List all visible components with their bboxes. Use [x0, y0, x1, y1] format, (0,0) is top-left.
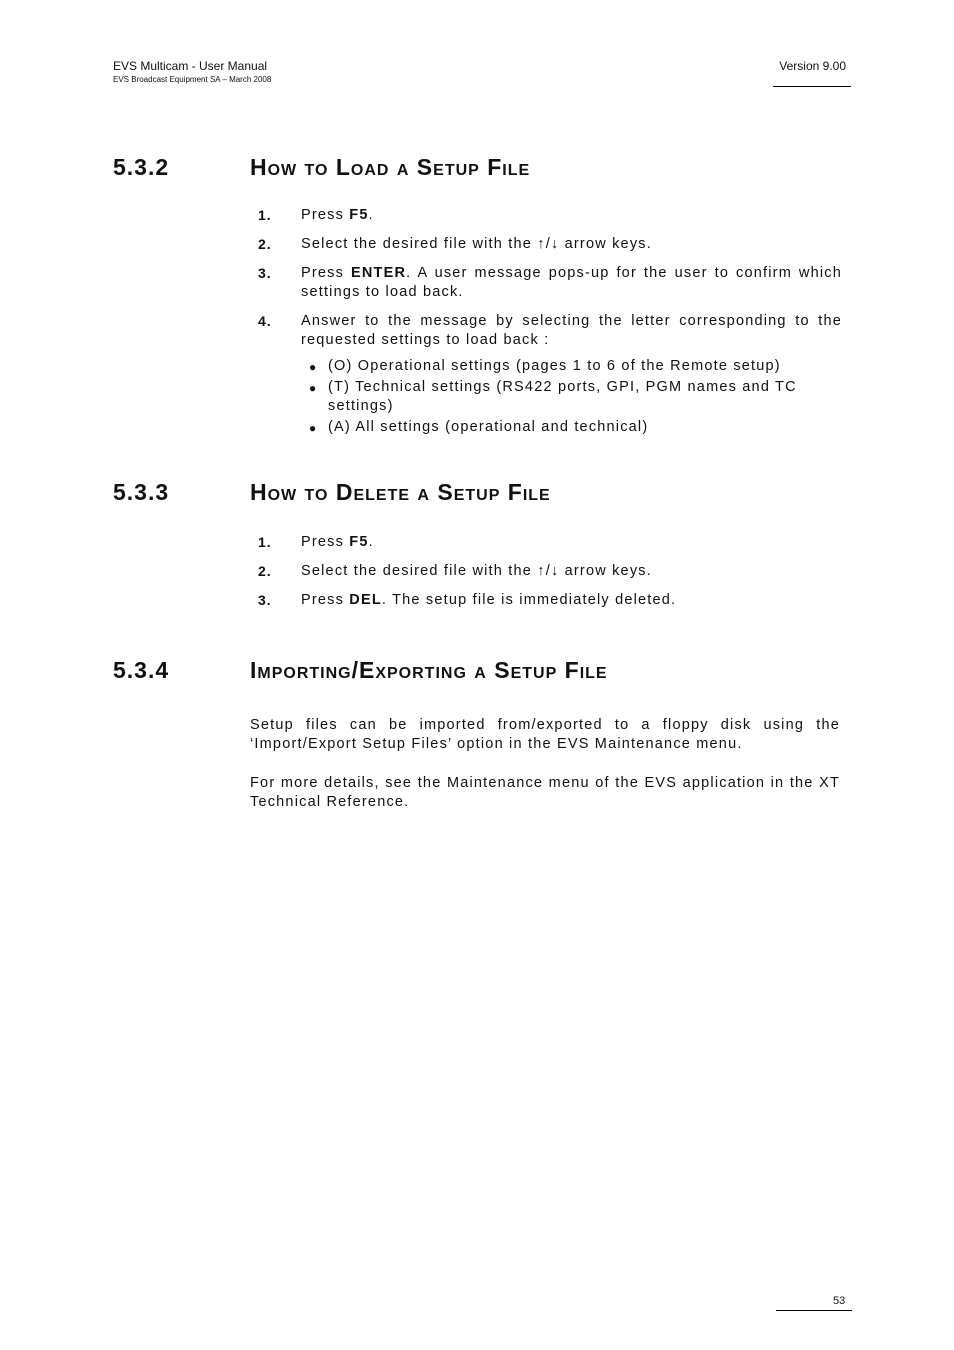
section-number-5-3-4: 5.3.4	[113, 657, 170, 683]
step-number: 3.	[258, 592, 272, 608]
step-number: 4.	[258, 313, 272, 329]
bullet-text: (A) All settings (operational and technical)	[328, 419, 649, 435]
key-label: ENTER	[351, 265, 407, 281]
bullet-icon: ●	[309, 360, 317, 374]
step-number: 1.	[258, 207, 272, 223]
step-number: 1.	[258, 534, 272, 550]
step-text: Answer to the message by selecting the letter corresponding to the requested settings to load back :	[301, 313, 842, 348]
header-rule	[773, 86, 851, 87]
step-text: Select the desired file with the ↑/↓ arrow keys.	[301, 236, 652, 252]
paragraph: Setup files can be imported from/exported to a floppy disk using the ‘Import/Export Setup Files’ option in the EVS Maintenance menu.	[250, 717, 840, 752]
section-number-5-3-3: 5.3.3	[113, 479, 170, 505]
section-title-delete: How to Delete a Setup File	[250, 479, 551, 505]
section-number-5-3-2: 5.3.2	[113, 154, 170, 180]
step-text: Press DEL. The setup file is immediately deleted.	[301, 592, 677, 608]
header-version: Version 9.00	[779, 59, 846, 73]
step-number: 2.	[258, 236, 272, 252]
step-number: 3.	[258, 265, 272, 281]
step-text: Press ENTER. A user message pops-up for the user to confirm which settings to load back.	[301, 265, 842, 300]
paragraph: For more details, see the Maintenance menu of the EVS application in the XT Technical Reference.	[250, 775, 840, 810]
bullet-text: (T) Technical settings (RS422 ports, GPI, PGM names and TC settings)	[328, 379, 797, 414]
key-label: F5	[349, 207, 369, 223]
bullet-icon: ●	[309, 381, 317, 395]
section-title-load: How to Load a Setup File	[250, 154, 531, 180]
bullet-icon: ●	[309, 421, 317, 435]
header-title: EVS Multicam - User Manual	[113, 59, 268, 73]
section-title-import-export: Importing/Exporting a Setup File	[250, 657, 608, 683]
step-text: Press F5.	[301, 207, 374, 223]
footer-rule	[776, 1310, 852, 1311]
step-text: Press F5.	[301, 534, 374, 550]
bullet-text: (O) Operational settings (pages 1 to 6 of the Remote setup)	[328, 358, 781, 374]
step-number: 2.	[258, 563, 272, 579]
page-number: 53	[833, 1295, 846, 1307]
header-subtitle: EVS Broadcast Equipment SA – March 2008	[113, 75, 272, 84]
key-label: F5	[349, 534, 369, 550]
key-label: DEL	[349, 592, 382, 608]
step-text: Select the desired file with the ↑/↓ arrow keys.	[301, 563, 652, 579]
